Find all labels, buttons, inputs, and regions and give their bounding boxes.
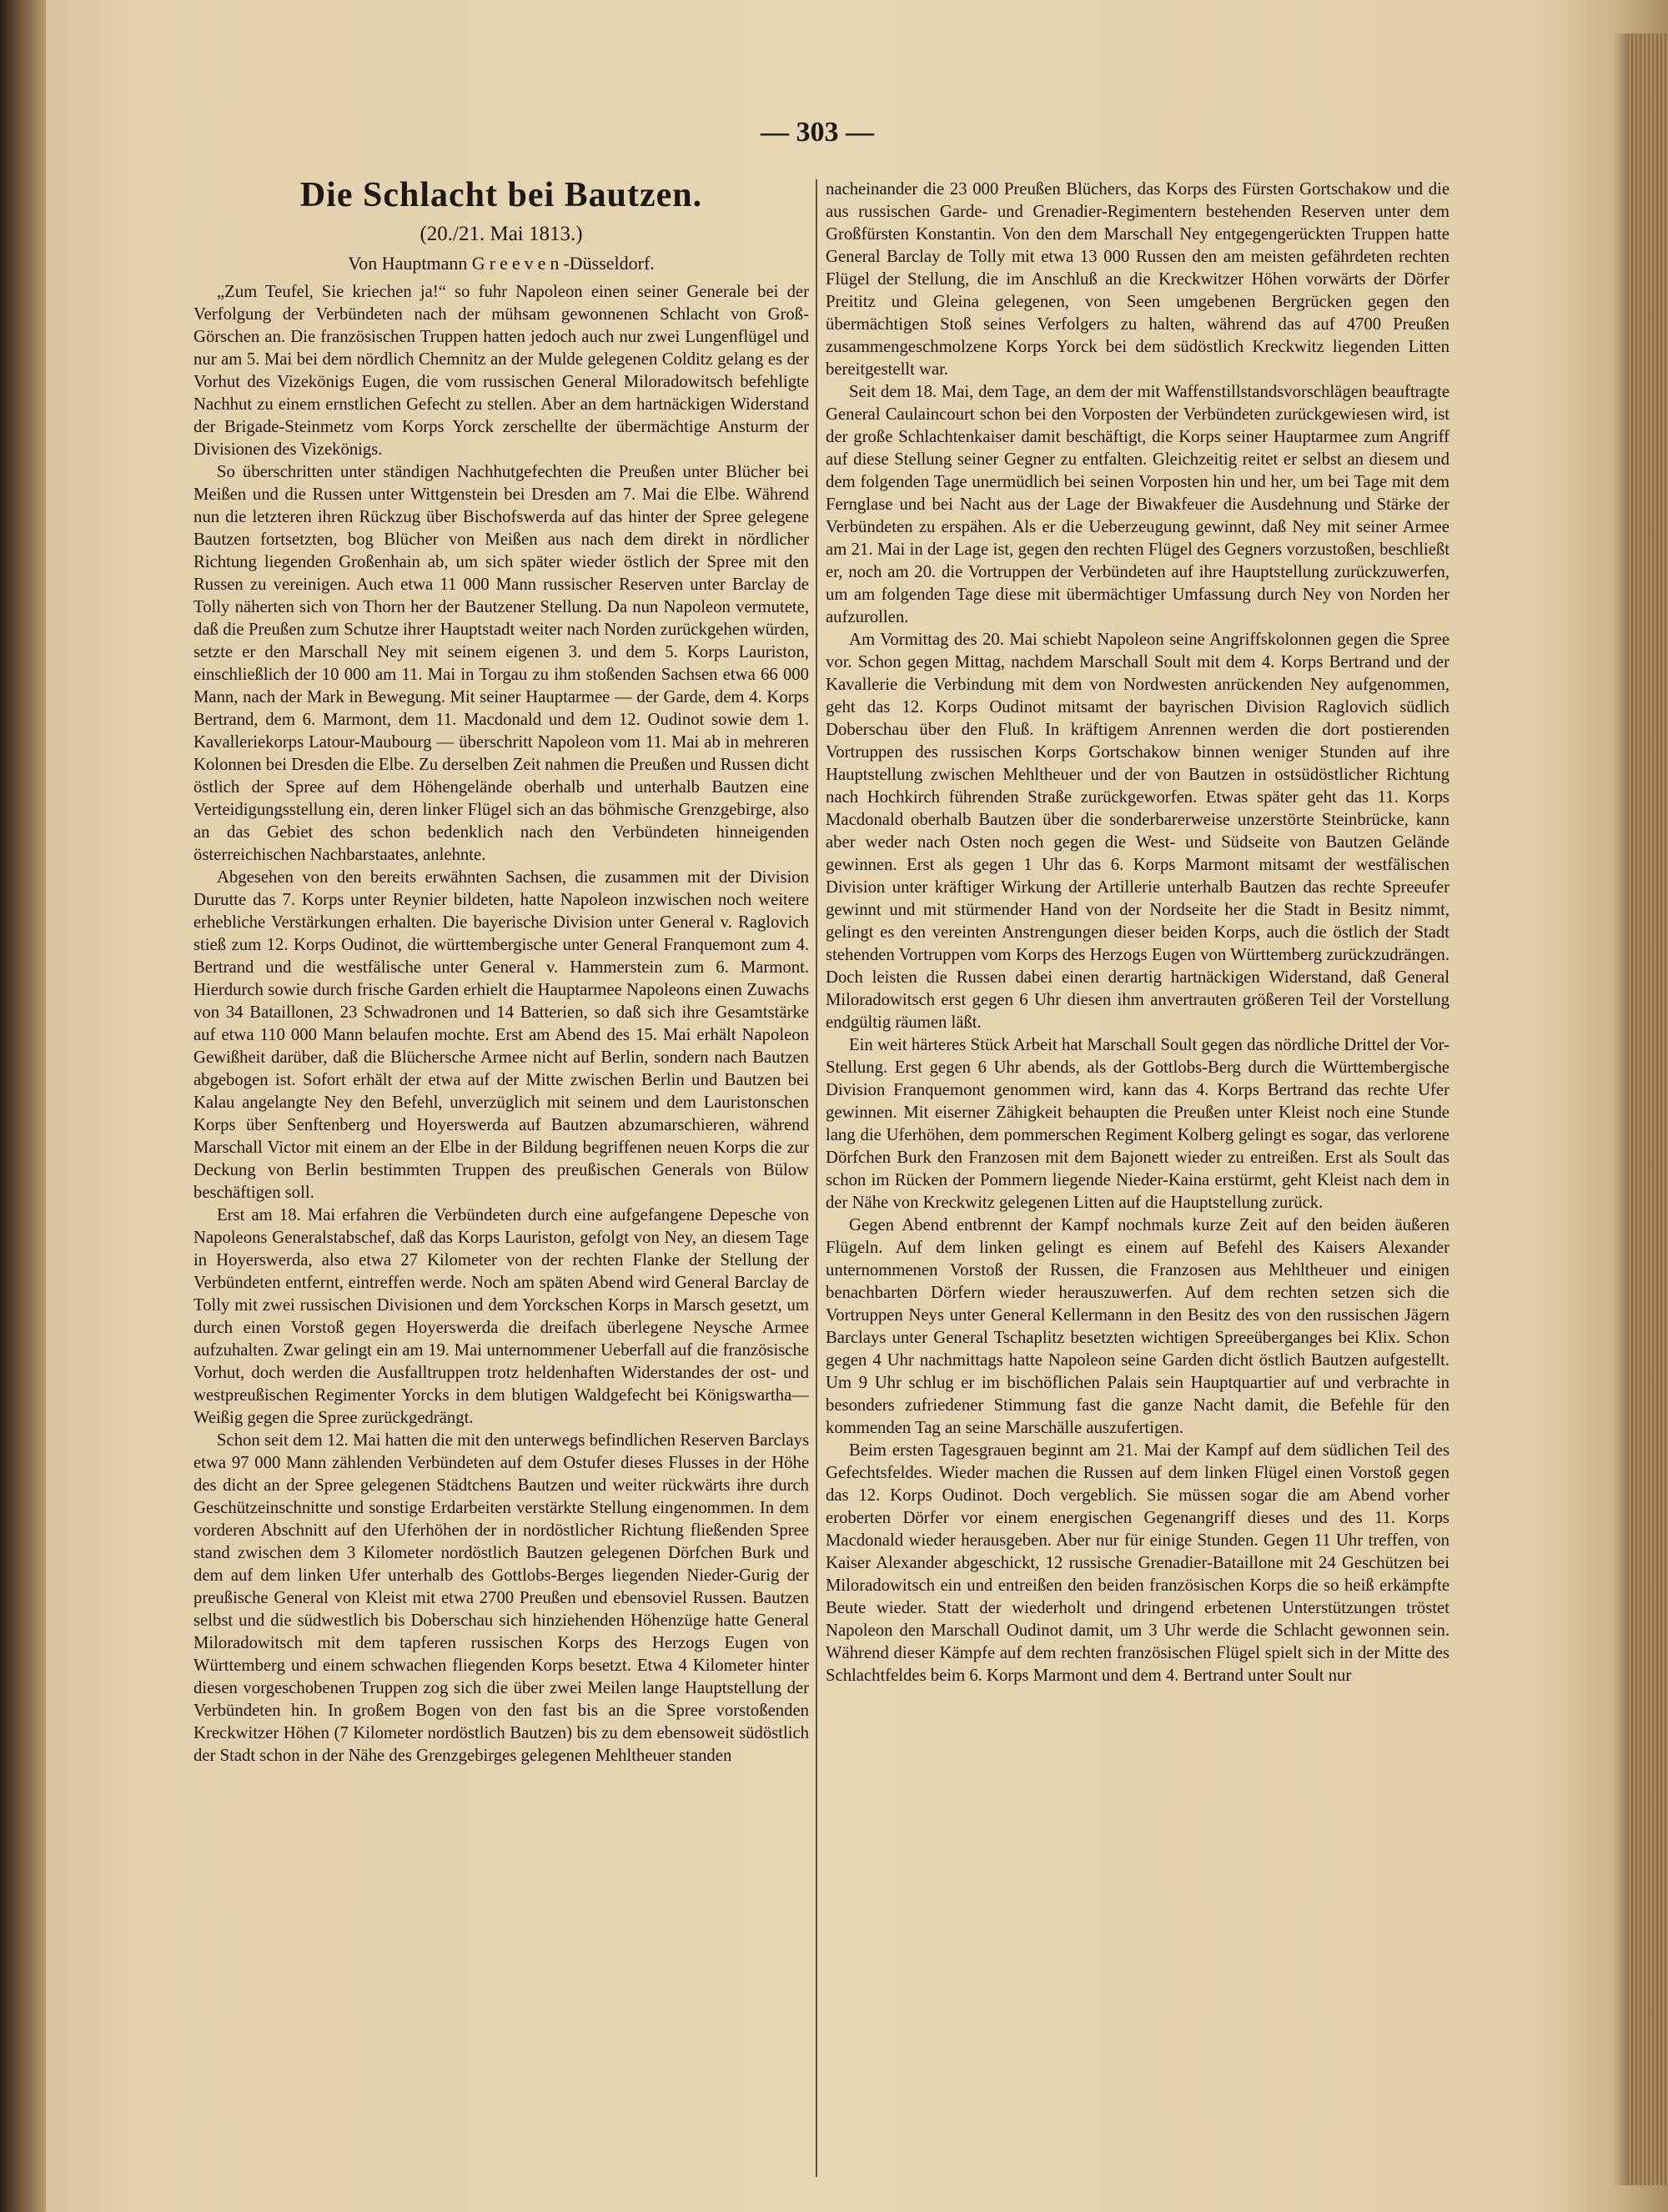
paragraph: Gegen Abend entbrennt der Kampf nochmals kurze Zeit auf den beiden äußeren Flügeln. Auf dem linken gelingt es einem auf Befehl des Kaisers Alexander unternommenen Vorstoß der Russen, die Franzosen aus Mehltheuer und einigen benachbarten Dörfern wieder herauszuwerfen. Auf dem rechten setzen sich die Vortruppen Neys unter General Kellermann in den Besitz des von den russischen Jägern Barclays unter General Tschaplitz besetzten wichtigen Spreeüberganges bei Klix. Schon gegen 4 Uhr nachmittags hatte Napoleon seine Garden dicht östlich Bautzen aufgestellt. Um 9 Uhr schlug er im bischöflichen Palais sein Hauptquartier auf und verbrachte in besonders zufriedener Stimmung fast die ganze Nacht damit, die Befehle für den kommenden Tag an seine Marschälle auszufertigen. — [826, 1216, 1449, 1437]
byline-suffix: -Düsseldorf. — [563, 253, 655, 274]
paragraph: So überschritten unter ständigen Nachhutgefechten die Preußen unter Blücher bei Meißen und die Russen unter Wittgenstein bei Dresden am 7. Mai die Elbe. Während nun die letzteren ihren Rückzug über Bischofswerda auf das hinter der Spree gelegene Bautzen fortsetzten, bog Blücher von Meißen aus nach dem direkt in nördlicher Richtung liegenden Großenhain ab, um sich später wieder östlich der Spree mit den Russen zu vereinigen. Auch etwa 11 000 Mann russischer Reserven unter Barclay de Tolly näherten sich von Thorn her der Bautzener Stellung. Da nun Napoleon vermutete, daß die Preußen zum Schutze ihrer Hauptstadt weiter nach Norden zurückgehen würden, setzte er den Marschall Ney mit seinem eigenen 3. und dem 5. Korps Lauriston, einschließlich der 10 000 am 11. Mai in Torgau zu ihm stoßenden Sachsen etwa 66 000 Mann, nach der Mark in Bewegung. Mit seiner Hauptarmee — der Garde, dem 4. Korps Bertrand, dem 6. Marmont, dem 11. Macdonald und dem 12. Oudinot sowie dem 1. Kavalleriekorps Latour-Maubourg — überschritt Napoleon vom 11. Mai ab in mehreren Kolonnen bei Dresden die Elbe. Zu derselben Zeit nahmen die Preußen und Russen dicht östlich der Spree auf dem Höhengelände oberhalb und unterhalb Bautzen eine Verteidigungsstellung ein, deren linker Flügel sich an das böhmische Grenzgebirge, also an das Gebiet des schon bedenklich nach den Verbündeten hinneigenden österreichischen Nachbarstaates, anlehnte. — [193, 463, 809, 864]
book-spine — [0, 0, 46, 2212]
byline-author: Greeven — [471, 253, 564, 274]
paragraph: Beim ersten Tagesgrauen beginnt am 21. Mai der Kampf auf dem südlichen Teil des Gefechtsfeldes. Wieder machen die Russen auf dem linken Flügel einen Vorstoß gegen das 12. Korps Oudinot. Doch vergeblich. Sie müssen sogar die am Abend vorher eroberten Dörfer vor einem energischen Gegenangriff dieses und des 11. Korps Macdonald wieder herausgeben. Aber nur für einige Stunden. Gegen 11 Uhr treffen, von Kaiser Alexander abgeschickt, 12 russische Grenadier-Bataillone mit 24 Geschützen bei Miloradowitsch ein und entreißen den beiden französischen Korps die so heiß erkämpfte Beute wieder. Statt der wiederholt und dringend erbetenen Unterstützungen tröstet Napoleon den Marschall Oudinot damit, um 3 Uhr werde die Schlacht gewonnen sein. Während dieser Kämpfe auf dem rechten französischen Flügel spielt sich in der Mitte des Schlachtfeldes beim 6. Korps Marmont und dem 4. Bertrand unter Soult nur — [826, 1441, 1449, 1685]
paragraph: „Zum Teufel, Sie kriechen ja!“ so fuhr Napoleon einen seiner Generale bei der Verfolgung der Verbündeten nach der mühsam gewonnenen Schlacht von Groß-Görschen an. Die französischen Truppen hatten jedoch auch nur zwei Lungenflügel und nur am 5. Mai bei dem nördlich Chemnitz an der Mulde gelegenen Colditz gelang es der Vorhut des Vizekönigs Eugen, die vom russischen General Miloradowitsch befehligte Nachhut zu einem ernstlichen Gefecht zu stellen. Aber an dem hartnäckigen Widerstand der Brigade-Steinmetz vom Korps Yorck zerschellte der übermächtige Ansturm der Divisionen des Vizekönigs. — [193, 283, 809, 459]
paragraph: Seit dem 18. Mai, dem Tage, an dem der mit Waffenstillstandsvorschlägen beauftragte General Caulaincourt schon bei den Vorposten der Verbündeten zurückgewiesen wird, ist der große Schlachtenkaiser damit beschäftigt, die Korps seiner Hauptarmee zum Angriff auf diese Stellung seiner Gegner zu entfalten. Gleichzeitig reitet er selbst an diesem und dem folgenden Tage unermüdlich bei seinen Vorposten hin und her, um bei Tage mit dem Fernglase und bei Nacht aus der Lage der Biwakfeuer die Ausdehnung und Stärke der Verbündeten zu erspähen. Als er die Ueberzeugung gewinnt, daß Ney mit seiner Armee am 21. Mai in der Lage ist, gegen den rechten Flügel des Gegners vorzustoßen, beschließt er, noch am 20. die Vortruppen der Verbündeten auf ihre Hauptstellung zurückzuwerfen, um am folgenden Tage diese mit übermächtiger Umfassung durch Ney von Norden her aufzurollen. — [826, 383, 1449, 626]
paragraph: Schon seit dem 12. Mai hatten die mit den unterwegs befindlichen Reserven Barclays etwa 97 000 Mann zählenden Verbündeten auf dem Ostufer dieses Flusses in der Höhe des dicht an der Spree gelegenen Städtchens Bautzen und weiter rückwärts ihre durch Geschützeinschnitte und sonstige Erdarbeiten verstärkte Stellung eingenommen. In dem vorderen Abschnitt auf den Uferhöhen der in nordöstlicher Richtung fließenden Spree stand zwischen dem 3 Kilometer nordöstlich Bautzen gelegenen Dörfchen Burk und dem auf dem linken Ufer unterhalb des Gottlobs-Berges liegenden Nieder-Gurig der preußische General von Kleist mit etwa 2700 Preußen und ebensoviel Russen. Bautzen selbst und die südwestlich bis Doberschau sich hinziehenden Höhenzüge hatte General Miloradowitsch mit dem tapferen russischen Korps des Herzogs Eugen von Württemberg und einem schwachen fliegenden Korps besetzt. Etwa 4 Kilometer hinter diesen vorgeschobenen Truppen zog sich die über zwei Meilen lange Hauptstellung der Verbündeten hin. In großem Bogen von den fast bis an die Spree vorstoßenden Kreckwitzer Höhen (7 Kilometer nordöstlich Bautzen) bis zu dem ebensoweit südöstlich der Stadt schon in der Nähe des Grenzgebirges gelegenen Mehltheuer standen — [193, 1431, 809, 1765]
paragraph: nacheinander die 23 000 Preußen Blüchers, das Korps des Fürsten Gortschakow und die aus russischen Garde- und Grenadier-Regimentern bestehenden Reserven unter dem Großfürsten Konstantin. Von den dem Marschall Ney entgegengerückten Truppen hatte General Barclay de Tolly mit etwa 13 000 Russen den am meisten gefährdeten rechten Flügel der Stellung, die im Anschluß an die Kreckwitzer Höhen vorwärts der Dörfer Preititz und Gleina gelegenen, von Seen umgebenen Bergrücken gegen den übermächtigen Stoß seines Verfolgers zu halten, während das auf 4700 Preußen zusammengeschmolzene Korps Yorck bei dem südöstlich Kreckwitz liegenden Litten bereitgestellt war. — [826, 180, 1449, 379]
paragraph: Erst am 18. Mai erfahren die Verbündeten durch eine aufgefangene Depesche von Napoleons Generalstabschef, daß das Korps Lauriston, gefolgt von Ney, an diesem Tage in Hoyerswerda, also etwa 27 Kilometer von der rechten Flanke der Stellung der Verbündeten entfernt, eintreffen werde. Noch am späten Abend wird General Barclay de Tolly mit zwei russischen Divisionen und dem Yorckschen Korps in Marsch gesetzt, um durch einen Vorstoß gegen Hoyerswerda die dreifach überlegene Neysche Armee aufzuhalten. Zwar gelingt ein am 19. Mai unternommener Ueberfall auf die französische Vorhut, doch werden die Ausfalltruppen trotz heldenhaften Widerstandes der ost- und westpreußischen Regimenter Yorcks in dem blutigen Waldgefecht bei Königswartha—Weißig gegen die Spree zurückgedrängt. — [193, 1206, 809, 1427]
paragraph: Abgesehen von den bereits erwähnten Sachsen, die zusammen mit der Division Durutte das 7. Korps unter Reynier bildeten, hatte Napoleon inzwischen noch weitere erhebliche Verstärkungen erhalten. Die bayerische Division unter General v. Raglovich stieß zum 12. Korps Oudinot, die württembergische unter General Franquemont zum 4. Bertrand und die westfälische unter General v. Hammerstein zum 6. Marmont. Hierdurch sowie durch frische Garden erhielt die Hauptarmee Napoleons einen Zuwachs von 34 Bataillonen, 23 Schwadronen und 14 Batterien, so daß sich ihre Gesamtstärke auf etwa 110 000 Mann belaufen mochte. Erst am Abend des 15. Mai erhält Napoleon Gewißheit darüber, daß die Blüchersche Armee nicht auf Berlin, sondern nach Bautzen abgebogen ist. Sofort erhält der etwa auf der Mitte zwischen Berlin und Bautzen bei Kalau angelangte Ney den Befehl, unverzüglich mit seinem und dem Lauristonschen Korps über Senftenberg und Hoyerswerda auf Bautzen abzumarschieren, während Marschall Victor mit einem an der Elbe in der Bildung begriffenen neuen Korps die zur Deckung von Berlin bestimmten Truppen des preußischen Generals von Bülow beschäftigen soll. — [193, 868, 809, 1202]
article-date: (20./21. Mai 1813.) — [420, 223, 583, 245]
article-byline — [193, 251, 809, 276]
column-divider — [816, 179, 817, 2177]
article-title: Die Schlacht bei Bautzen. — [299, 176, 703, 214]
page-number: — 303 — — [761, 117, 874, 148]
right-column — [826, 178, 1449, 2189]
paragraph: Ein weit härteres Stück Arbeit hat Marschall Soult gegen das nördliche Drittel der Vor-Stellung. Erst gegen 6 Uhr abends, als der Gottlobs-Berg durch die Württembergische Division Franquemont genommen wird, kann das 4. Korps Bertrand das rechte Ufer gewinnen. Mit eiserner Zähigkeit behaupten die Preußen unter Kleist noch eine Stunde lang die Uferhöhen, dem pommerschen Regiment Kolberg gelingt es sogar, das verlorene Dörfchen Burk den Franzosen mit dem Bajonett wieder zu entreißen. Erst als Soult das schon im Rücken der Pommern liegende Nieder-Kaina erstürmt, geht Kleist nach dem in der Nähe von Kreckwitz gelegenen Litten auf die Hauptstellung zurück. — [826, 1036, 1449, 1212]
page-edges — [1628, 33, 1668, 2185]
left-column — [193, 171, 809, 2181]
byline-prefix: Von Hauptmann — [348, 253, 468, 274]
page-edge-shadow — [1613, 33, 1628, 2185]
paragraph: Am Vormittag des 20. Mai schiebt Napoleon seine Angriffskolonnen gegen die Spree vor. Schon gegen Mittag, nachdem Marschall Soult mit dem 4. Korps Bertrand und der Kavallerie die Verbindung mit dem von Nordwesten anrückenden Ney aufgenommen, geht das 12. Korps Oudinot mitsamt der bayrischen Division Raglovich südlich Doberschau über den Fluß. In kräftigem Anrennen werden die dort postierenden Vortruppen des russischen Korps Gortschakow binnen weniger Stunden auf ihre Hauptstellung zwischen Mehltheuer und der von Bautzen in ostsüdöstlicher Richtung nach Hochkirch führenden Straße zurückgeworfen. Etwas später geht das 11. Korps Macdonald oberhalb Bautzen über die sonderbarerweise unzerstörte Steinbrücke, kann aber weder nach Osten noch gegen die West- und Südseite von Bautzen Gelände gewinnen. Erst als gegen 1 Uhr das 6. Korps Marmont mitsamt der westfälischen Division unter kräftiger Wirkung der Artillerie unterhalb Bautzen das rechte Spreeufer gewinnt und mit stürmender Hand von der Nordseite her die Stadt in Besitz nimmt, gelingt es den vereinten Anstrengungen dieser beiden Korps, auch die östlich der Stadt stehenden Vortruppen vom Korps des Herzogs Eugen von Württemberg zurückzudrängen. Doch leisten die Russen dabei einen derartig hartnäckigen Widerstand, daß General Miloradowitsch erst gegen 6 Uhr diesen ihm anvertrauten größeren Teil der Vorstellung endgültig räumen läßt. — [826, 631, 1449, 1032]
